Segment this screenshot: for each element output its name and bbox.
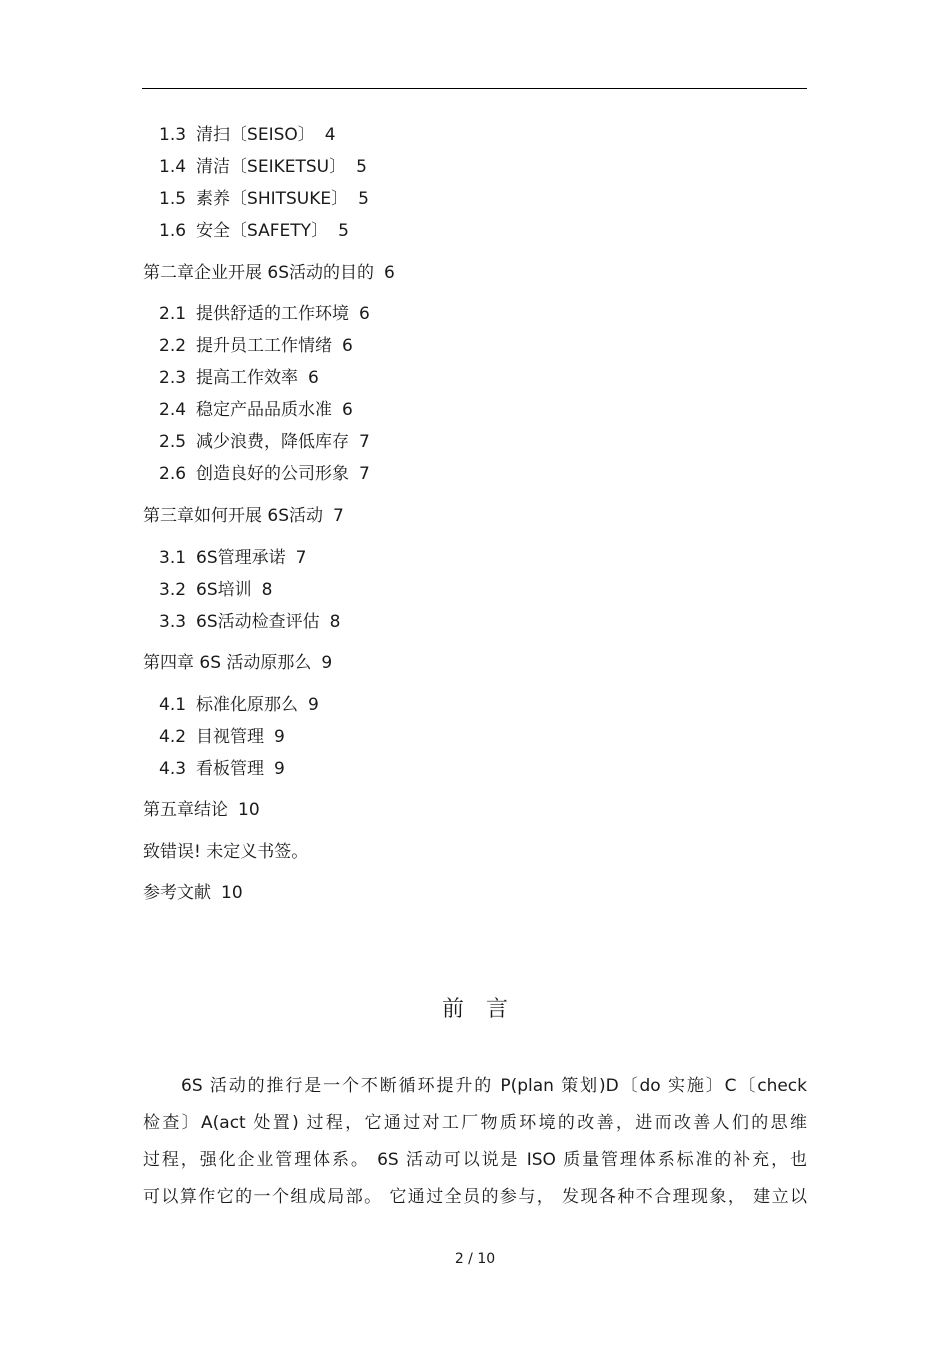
toc-entry-number: 1.4 — [159, 157, 187, 177]
toc-entry-page: 10 — [238, 800, 260, 820]
toc-entry-number: 2.2 — [159, 336, 187, 356]
toc-entry-page: 7 — [359, 464, 370, 484]
toc-entry[interactable] — [159, 189, 369, 209]
toc-entry-number: 3.1 — [159, 548, 187, 568]
toc-entry-number: 2.3 — [159, 368, 187, 388]
toc-entry-title: 致错误! 未定义书签。 — [143, 842, 309, 862]
toc-entry-page: 5 — [358, 189, 369, 209]
toc-entry[interactable] — [143, 506, 344, 526]
toc-entry-title: 第二章企业开展 6S活动的目的 — [143, 263, 375, 283]
toc-entry-number: 2.5 — [159, 432, 187, 452]
toc-entry-number: 3.3 — [159, 612, 187, 632]
toc-entry-title: 提供舒适的工作环境 — [196, 304, 350, 324]
toc-entry-number: 2.6 — [159, 464, 187, 484]
toc-entry-page: 9 — [308, 695, 319, 715]
toc-entry-title: 创造良好的公司形象 — [196, 464, 350, 484]
toc-entry-title: 第三章如何开展 6S活动 — [143, 506, 324, 526]
toc-entry-page: 7 — [333, 506, 344, 526]
toc-entry-title: 6S管理承诺 — [196, 548, 286, 568]
toc-entry[interactable] — [159, 612, 340, 632]
toc-entry-page: 9 — [321, 653, 333, 673]
toc-entry-title: 清洁〔SEIKETSU〕 — [196, 157, 347, 177]
toc-entry-page: 8 — [261, 580, 273, 600]
toc-entry-page: 8 — [329, 612, 341, 632]
toc-entry-title: 提升员工工作情绪 — [196, 336, 333, 356]
toc-entry-number: 1.3 — [159, 125, 187, 145]
paragraph-line: 过程，强化企业管理体系。 6S 活动可以说是 ISO 质量管理体系标准的补充，也 — [143, 1150, 807, 1170]
toc-entry[interactable] — [143, 842, 308, 862]
toc-entry-page: 5 — [338, 221, 349, 241]
toc-entry[interactable] — [159, 400, 353, 420]
page-number: 2 / 10 — [454, 1251, 496, 1267]
toc-entry[interactable] — [159, 221, 349, 241]
toc-entry-number: 4.1 — [159, 695, 187, 715]
toc-entry-title: 减少浪费，降低库存 — [196, 432, 350, 452]
toc-entry[interactable] — [143, 263, 395, 283]
header-rule — [142, 88, 807, 89]
toc-entry-number: 1.5 — [159, 189, 187, 209]
paragraph-line: 可以算作它的一个组成局部。 它通过全员的参与， 发现各种不合理现象， 建立以 — [143, 1187, 807, 1207]
toc-entry-title: 稳定产品品质水准 — [196, 400, 333, 420]
toc-entry-page: 9 — [274, 759, 285, 779]
toc-entry-page: 4 — [324, 125, 336, 145]
toc-entry-title: 6S培训 — [196, 580, 252, 600]
toc-entry-number: 2.1 — [159, 304, 187, 324]
toc-entry-title: 清扫〔SEISO〕 — [196, 125, 315, 145]
toc-entry[interactable] — [159, 580, 272, 600]
paragraph-line: 检查〕A(act 处置) 过程，它通过对工厂物质环境的改善，进而改善人们的思维 — [143, 1113, 807, 1133]
toc-entry[interactable] — [143, 883, 243, 903]
toc-entry[interactable] — [159, 157, 367, 177]
preface-paragraph — [143, 1068, 807, 1216]
toc-entry[interactable] — [159, 304, 370, 324]
toc-entry-number: 4.2 — [159, 727, 187, 747]
toc-entry[interactable] — [143, 653, 332, 673]
toc-entry-page: 6 — [359, 304, 370, 324]
toc-entry[interactable] — [159, 727, 285, 747]
toc-entry-title: 第五章结论 — [143, 800, 228, 820]
toc-entry-page: 7 — [295, 548, 307, 568]
toc-entry-title: 安全〔SAFETY〕 — [196, 221, 329, 241]
toc-entry-page: 6 — [308, 368, 319, 388]
toc-entry-page: 6 — [342, 336, 353, 356]
toc-entry[interactable] — [159, 695, 319, 715]
toc-entry-title: 看板管理 — [196, 759, 265, 779]
toc-entry-title: 提高工作效率 — [196, 368, 299, 388]
toc-entry-title: 目视管理 — [196, 727, 265, 747]
toc-entry-page: 9 — [274, 727, 285, 747]
toc-entry[interactable] — [159, 368, 319, 388]
toc-entry-title: 6S活动检查评估 — [196, 612, 320, 632]
toc-entry[interactable] — [143, 800, 260, 820]
toc-entry-title: 参考文献 — [143, 883, 211, 903]
toc-entry[interactable] — [159, 548, 306, 568]
toc-entry-page: 7 — [359, 432, 370, 452]
paragraph-line: 6S 活动的推行是一个不断循环提升的 P(plan 策划)D〔do 实施〕C〔check — [181, 1076, 807, 1096]
toc-entry[interactable] — [159, 432, 370, 452]
toc-entry-number: 2.4 — [159, 400, 187, 420]
toc-entry-number: 3.2 — [159, 580, 187, 600]
toc-entry-number: 1.6 — [159, 221, 187, 241]
toc-entry[interactable] — [159, 759, 285, 779]
toc-entry[interactable] — [159, 336, 353, 356]
toc-entry-title: 第四章 6S 活动原那么 — [143, 653, 312, 673]
toc-entry-title: 标准化原那么 — [196, 695, 299, 715]
section-title: 前言 — [441, 997, 530, 1022]
toc-entry[interactable] — [159, 125, 336, 145]
toc-entry-page: 5 — [356, 157, 367, 177]
toc-entry-page: 6 — [384, 263, 395, 283]
toc-entry[interactable] — [159, 464, 370, 484]
toc-entry-title: 素养〔SHITSUKE〕 — [196, 189, 349, 209]
toc-entry-number: 4.3 — [159, 759, 187, 779]
toc-entry-page: 6 — [342, 400, 353, 420]
toc-entry-page: 10 — [221, 883, 243, 903]
